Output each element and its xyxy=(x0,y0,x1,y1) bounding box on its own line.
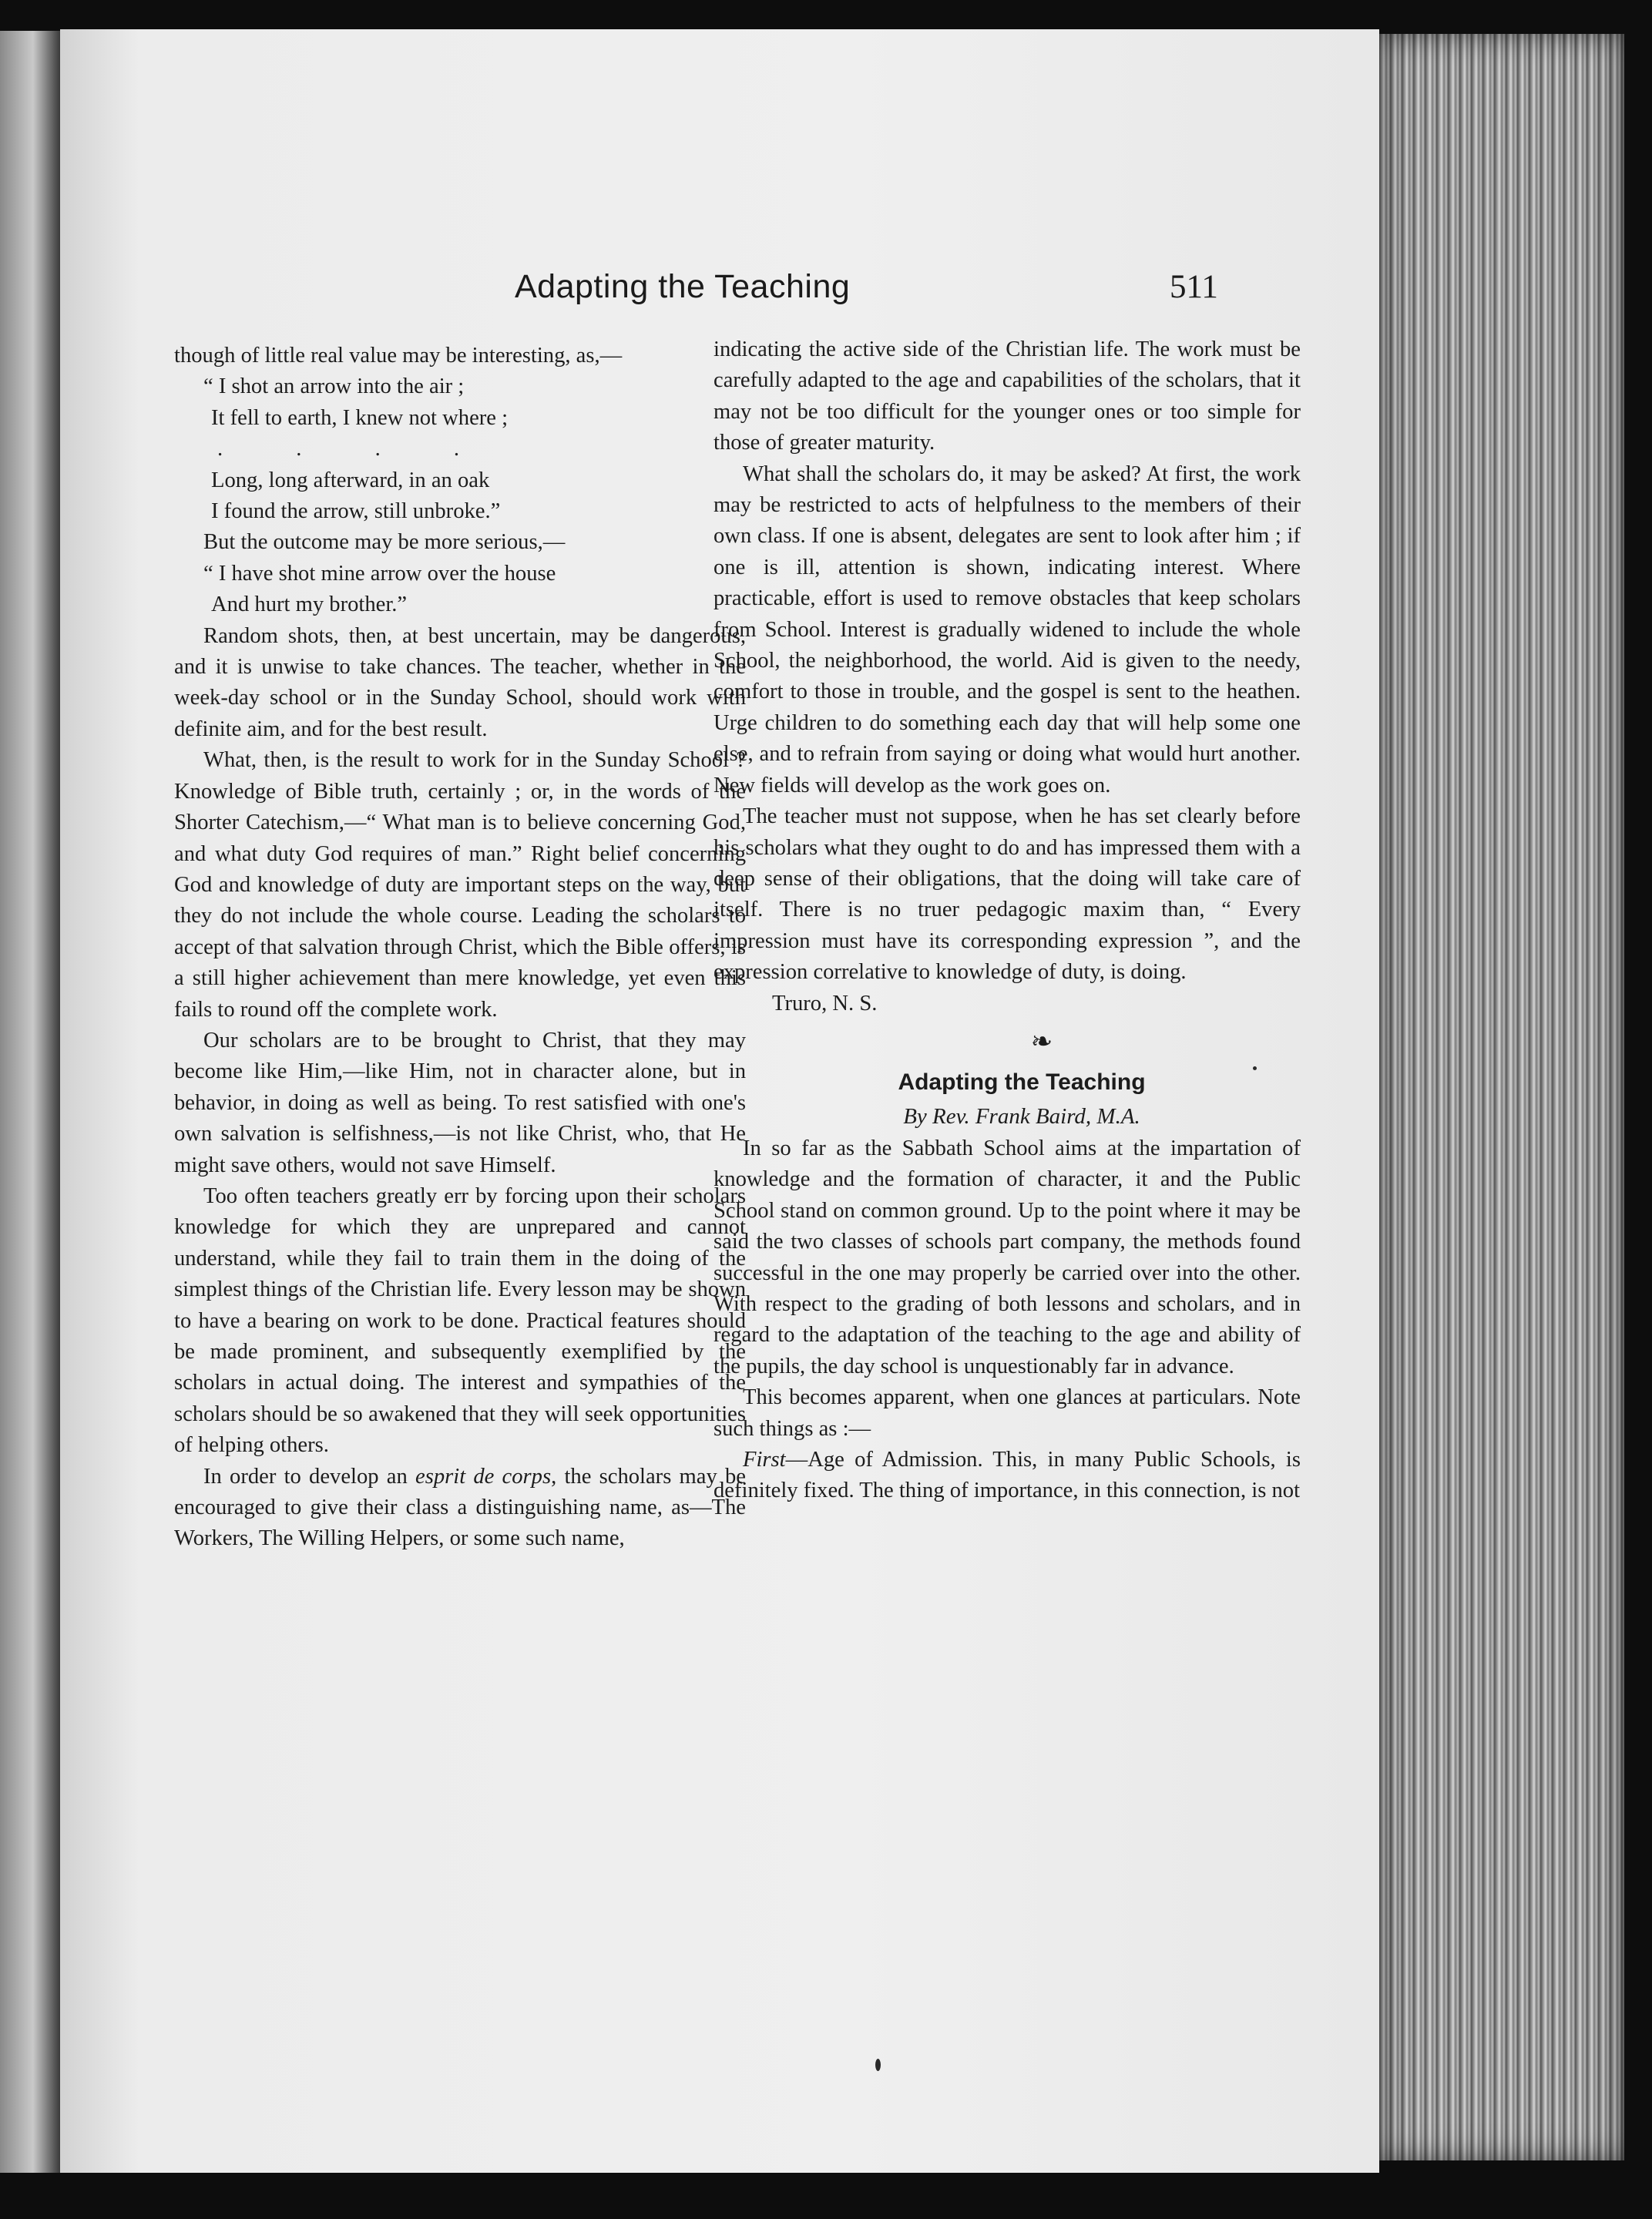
verse-line: Long, long afterward, in an oak xyxy=(211,468,490,492)
facing-page-edge xyxy=(0,31,60,2173)
paragraph xyxy=(174,1462,746,1555)
verse-line: It fell to earth, I knew not where ; xyxy=(211,405,509,430)
paragraph: But the outcome may be more serious,— xyxy=(203,530,566,555)
paragraph: Random shots, then, at best uncertain, may be dangerous, and it is unwise to take chances. The teacher, whether in the week-day school or in the Sunday School, should work with definite aim, and for the best result. xyxy=(174,623,746,741)
poem-excerpt xyxy=(174,371,746,527)
location-signoff: Truro, N. S. xyxy=(772,991,878,1016)
verse-line: I found the arrow, still unbroke.” xyxy=(211,499,501,524)
text-run: In order to develop an xyxy=(203,1464,415,1489)
page-number: 511 xyxy=(1170,269,1218,305)
running-head xyxy=(60,268,1379,314)
text-run: , the scholars may be encouraged to give their class a distinguishing name, as—The Workers, The Willing Helpers, or some such name, xyxy=(174,1464,746,1551)
paragraph: This becomes apparent, when one glances at particulars. Note such things as :— xyxy=(714,1385,1301,1441)
paragraph: What shall the scholars do, it may be asked? At first, the work may be restricted to acts of helpfulness to the members of their own class. If one is absent, delegates are sent to look after him ; if one is ill, attention is shown, indicating interest. Where practicable, effort is used to remove obstacles that keep scholars from School. Interest is gradually widened to include the whole School, the neighborhood, the world. Aid is given to the needy, comfort to those in trouble, and the gospel is sent to the heathen. Urge children to do something each day that will help some one else, and to refrain from saying or doing what would hurt another. New fields will develop as the work goes on. xyxy=(714,462,1301,797)
paragraph: Too often teachers greatly err by forcing upon their scholars knowledge for which they are unprepared and cannot understand, while they fail to train them in the doing of the simplest things of the Christian life. Every lesson may be shown to have a bearing on work to be done. Practical features should be made prominent, and subsequently exemplified by the scholars in actual doing. The interest and sympathies of the scholars should be so awakened that they will seek opportunities of helping others. xyxy=(174,1183,746,1458)
verse-line: “ I have shot mine arrow over the house xyxy=(203,561,556,586)
ink-speck xyxy=(875,2059,881,2071)
running-title: Adapting the Teaching xyxy=(515,268,851,305)
fleuron-icon: ❧ xyxy=(1030,1027,1053,1056)
paragraph: In so far as the Sabbath School aims at the impartation of knowledge and the formation of character, it and the Public School stand on common ground. Up to the point where it may be said the two classes of schools part company, the methods found successful in the one may properly be carried over into the other. With respect to the grading of both lessons and scholars, and in regard to the adaptation of the teaching to the age and ability of the pupils, the day school is unquestionably far in advance. xyxy=(714,1136,1301,1378)
italic-phrase: First xyxy=(743,1448,786,1472)
paragraph xyxy=(714,1445,1301,1507)
poem-excerpt xyxy=(174,559,746,621)
paragraph: The teacher must not suppose, when he has set clearly before his scholars what they ought to do and has impressed them with a deep sense of their obligations, that the doing will take care of itself. There is no truer pedagogic maxim than, “ Every impression must have its corresponding expression ”, and the expression correlative to knowledge of duty, is doing. xyxy=(714,804,1301,985)
verse-line: “ I shot an arrow into the air ; xyxy=(203,374,465,399)
verse-ellipsis: . . . . xyxy=(217,437,494,462)
italic-phrase: esprit de corps xyxy=(415,1464,552,1489)
paragraph: Our scholars are to be brought to Christ, that they may become like Him,—like Him, not in character alone, but in behavior, in doing as well as being. To rest satisfied with one's own salvation is selfishness,—is not like Christ, who, that He might save others, would not save Himself. xyxy=(174,1028,746,1177)
paragraph: What, then, is the result to work for in the Sunday School ? Knowledge of Bible truth, certainly ; or, in the words of the Shorter Catechism,—“ What man is to believe concerning God, and what duty God requires of man.” Right belief concerning God and knowledge of duty are important steps on the way, but they do not include the whole course. Leading the scholars to accept of that salvation through Christ, which the Bible offers, is a still higher achievement than mere knowledge, yet even this fails to round off the complete work. xyxy=(174,748,746,1022)
left-column xyxy=(174,341,746,1555)
paragraph: though of little real value may be interesting, as,— xyxy=(174,344,623,368)
article-title: Adapting the Teaching xyxy=(898,1069,1146,1095)
paragraph: indicating the active side of the Christian life. The work must be carefully adapted to the age and capabilities of the scholars, that it may not be too difficult for the younger ones or too simple for those of greater maturity. xyxy=(714,337,1301,455)
book-page xyxy=(60,29,1379,2173)
right-column xyxy=(714,334,1301,1507)
verse-line: And hurt my brother.” xyxy=(211,593,408,617)
ink-speck xyxy=(1253,1066,1257,1070)
book-page-edges xyxy=(1379,34,1624,2160)
text-run: —Age of Admission. This, in many Public Schools, is definitely fixed. The thing of importance, in this connection, is not xyxy=(714,1448,1301,1503)
author-byline: By Rev. Frank Baird, M.A. xyxy=(903,1103,1140,1129)
